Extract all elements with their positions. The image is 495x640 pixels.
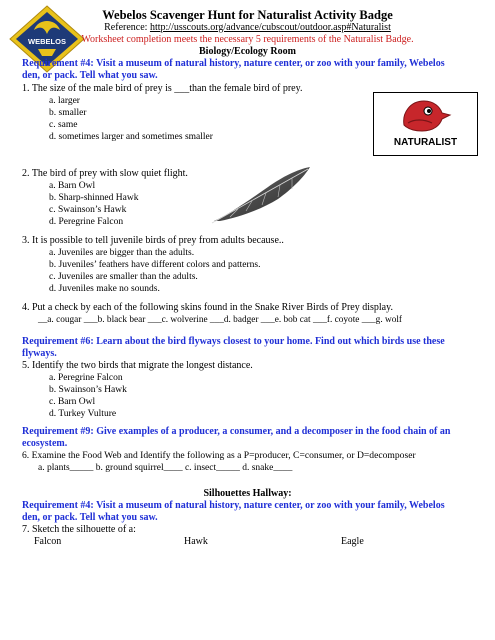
question-1-option-a: a. larger [49, 96, 80, 106]
question-5: 5. Identify the two birds that migrate the longest distance. [22, 360, 253, 371]
silhouette-eagle: Eagle [341, 536, 364, 547]
naturalist-label: NATURALIST [393, 137, 458, 148]
question-3-option-a: a. Juveniles are bigger than the adults. [49, 248, 195, 258]
question-2-option-c: c. Swainson’s Hawk [49, 205, 127, 215]
question-6: 6. Examine the Food Web and Identify the following as a P=producer, C=consumer, or D=decomposer [22, 450, 416, 461]
reference-line [0, 22, 495, 34]
silhouettes-heading: Silhouettes Hallway: [203, 488, 292, 499]
question-4-options: __a. cougar ___b. black bear ___c. wolverine ___d. badger ___e. bob cat ___f. coyote ___g. wolf [38, 315, 403, 325]
silhouette-hawk: Hawk [184, 536, 208, 547]
requirement-4 [22, 58, 477, 82]
requirement-9-line-2: ecosystem. [22, 438, 68, 449]
question-1-option-b: b. smaller [49, 108, 87, 118]
question-3-option-c: c. Juveniles are smaller than the adults. [49, 272, 198, 282]
question-4: 4. Put a check by each of the following skins found in the Snake River Birds of Prey display. [22, 302, 393, 313]
requirement-6 [22, 336, 477, 360]
naturalist-badge [373, 92, 478, 156]
webelos-badge-text: WEBELOS [28, 37, 66, 46]
requirement-6-line-2: flyways. [22, 348, 57, 359]
silhouette-row [0, 536, 495, 548]
requirement-9-line-1: Requirement #9: Give examples of a producer, a consumer, and a decomposer in the food chain of an [22, 426, 451, 437]
page-title: Webelos Scavenger Hunt for Naturalist Activity Badge [102, 8, 393, 22]
reference-label: Reference: [104, 22, 150, 33]
requirement-4-line-1: Requirement #4: Visit a museum of natural history, nature center, or zoo with your family, Webelos [22, 58, 445, 69]
question-2-option-d: d. Peregrine Falcon [49, 217, 124, 227]
requirement-9 [22, 426, 477, 450]
question-7: 7. Sketch the silhouette of a: [22, 524, 136, 535]
question-1-option-d: d. sometimes larger and sometimes smaller [49, 132, 213, 142]
question-2-option-a: a. Barn Owl [49, 181, 96, 191]
requirement-4-repeat-line-1: Requirement #4: Visit a museum of natural history, nature center, or zoo with your family, Webelos [22, 500, 445, 511]
requirement-4-line-2: den, or pack. Tell what you saw. [22, 70, 158, 81]
question-2-option-b: b. Sharp-shinned Hawk [49, 193, 139, 203]
question-1-option-c: c. same [49, 120, 78, 130]
reference-link[interactable]: http://usscouts.org/advance/cubscout/outdoor.asp#Naturalist [149, 22, 391, 33]
question-1: 1. The size of the male bird of prey is ___than the female bird of prey. [22, 83, 303, 94]
worksheet-note: Worksheet completion meets the necessary 5 requirements of the Naturalist Badge. [81, 34, 414, 45]
requirement-6-line-1: Requirement #6: Learn about the bird flyways closest to your home. Find out which birds use these [22, 336, 445, 347]
question-3: 3. It is possible to tell juvenile birds of prey from adults because.. [22, 235, 284, 246]
requirement-4-repeat [22, 500, 477, 524]
bird-head-icon [394, 95, 454, 135]
feather-illustration [208, 165, 313, 225]
question-5-option-a: a. Peregrine Falcon [49, 373, 123, 383]
room-heading: Biology/Ecology Room [199, 46, 296, 57]
requirement-4-repeat-line-2: den, or pack. Tell what you saw. [22, 512, 158, 523]
question-5-option-b: b. Swainson’s Hawk [49, 385, 127, 395]
question-2: 2. The bird of prey with slow quiet flight. [22, 168, 188, 179]
question-5-option-d: d. Turkey Vulture [49, 409, 117, 419]
silhouette-falcon: Falcon [34, 536, 62, 547]
question-6-options: a. plants_____ b. ground squirrel____ c. insect_____ d. snake____ [38, 463, 293, 473]
question-3-option-b: b. Juveniles’ feathers have different colors and patterns. [49, 260, 261, 270]
question-5-option-c: c. Barn Owl [49, 397, 96, 407]
question-3-option-d: d. Juveniles make no sounds. [49, 284, 160, 294]
